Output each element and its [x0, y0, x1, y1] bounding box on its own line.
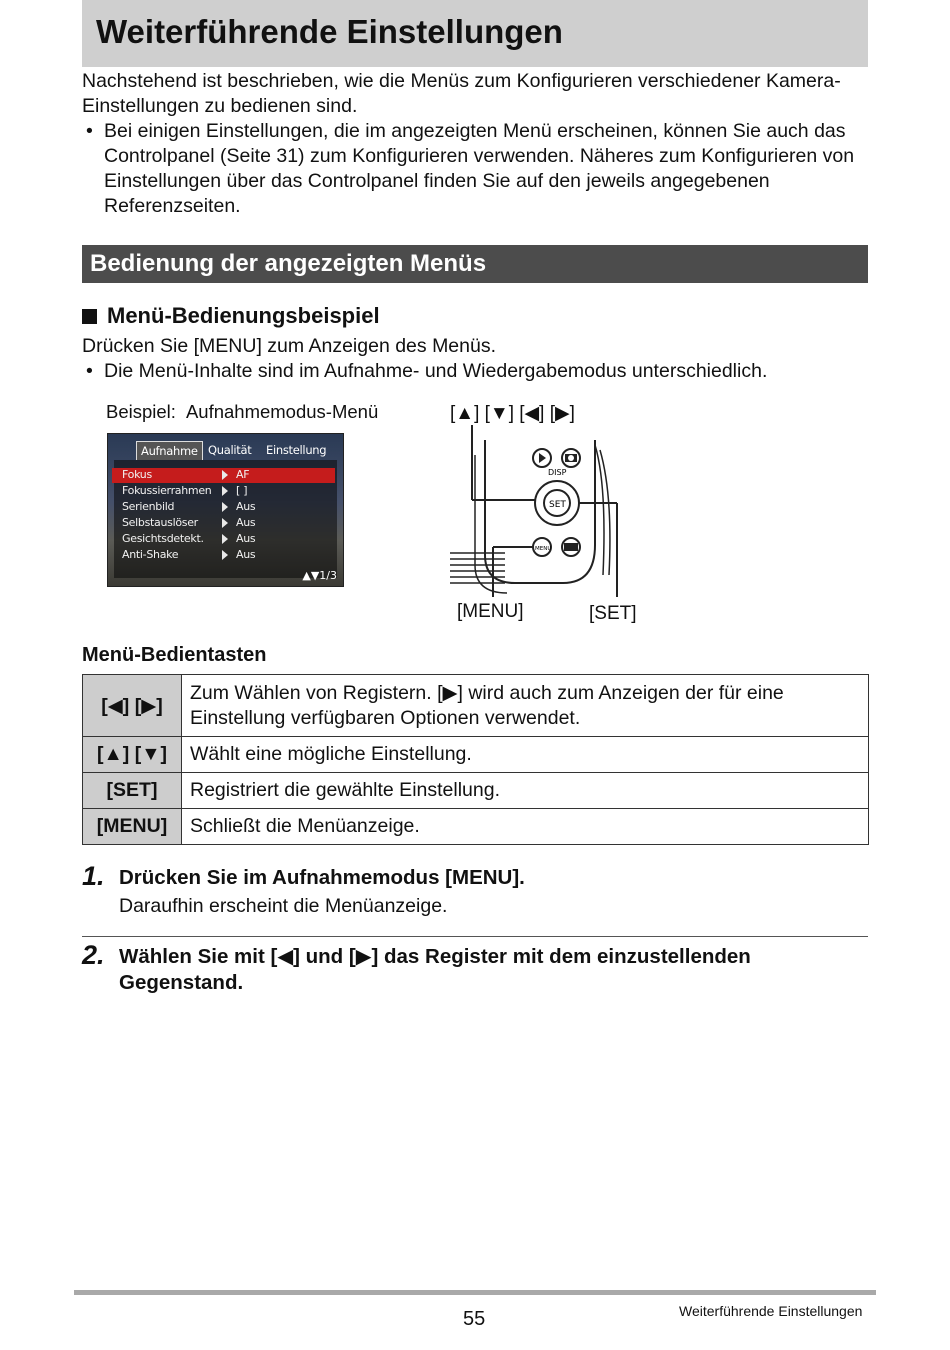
footer-rule [74, 1290, 876, 1295]
camera-menu-row [112, 548, 335, 563]
camera-tab-einstellung: Einstellung [266, 443, 327, 457]
step-2-text: Wählen Sie mit [◀] und [▶] das Register mit dem einzustellenden Gegenstand. [119, 945, 751, 994]
camera-row-label: Anti-Shake [122, 548, 179, 561]
set-label: SET [549, 500, 566, 510]
step-1-subtext: Daraufhin erscheint die Menüanzeige. [119, 895, 448, 917]
table-row [83, 809, 869, 845]
camera-row-value: AF [236, 468, 250, 481]
right-arrow-icon [222, 470, 228, 480]
camera-menu-tabs [132, 441, 335, 459]
key-up-down: [▲] [▼] [97, 743, 167, 765]
step-1-number: 1. [82, 861, 105, 891]
intro-bullet: • Bei einigen Einstellungen, die im angezeigten Menü erscheinen, können Sie auch das Controlpanel (Seite 31) zum Konfigurieren verwenden. Näheres zum Konfigurieren von Einstellungen über das Controlpanel finden Sie auf den jeweils angegebenen Referenzseiten. [82, 119, 872, 219]
camera-row-value: Aus [236, 548, 256, 561]
right-arrow-icon [222, 550, 228, 560]
camera-menu-row [112, 468, 335, 483]
camera-back-illustration [445, 425, 625, 600]
step-divider [82, 936, 868, 937]
page-title-bar [82, 0, 868, 67]
key-cell: [MENU] [83, 809, 182, 845]
menu-label: MENU [535, 546, 552, 552]
camera-row-label: Serienbild [122, 500, 175, 513]
camera-tab-aufnahme: Aufnahme [136, 441, 203, 460]
key-cell: [SET] [83, 773, 182, 809]
key-left-right: [◀] [▶] [101, 694, 163, 717]
disp-label: DISP [548, 468, 567, 477]
desc-cell: Registriert die gewählte Einstellung. [182, 773, 869, 809]
desc-cell: Schließt die Menüanzeige. [182, 809, 869, 845]
camera-row-label: Fokus [122, 468, 152, 481]
example-caption: Aufnahmemodus-Menü [185, 401, 379, 422]
right-arrow-icon [222, 518, 228, 528]
subheading [82, 303, 380, 329]
page-title: Weiterführende Einstellungen [96, 13, 563, 50]
section-header-bar [82, 245, 868, 283]
camera-menu-screenshot [107, 433, 344, 587]
step-1-text: Drücken Sie im Aufnahmemodus [MENU]. [119, 866, 525, 889]
camera-row-label: Selbstauslöser [122, 516, 198, 529]
camera-row-value: Aus [236, 532, 256, 545]
section-text: Drücken Sie [MENU] zum Anzeigen des Menüs. [82, 335, 497, 357]
camera-row-value: Aus [236, 516, 256, 529]
desc-cell: Wählt eine mögliche Einstellung. [182, 737, 869, 773]
right-arrow-icon [222, 486, 228, 496]
key-cell [83, 675, 182, 737]
set-button-label: [SET] [589, 603, 637, 624]
section-title: Bedienung der angezeigten Menüs [90, 250, 487, 277]
section-text-block [82, 334, 872, 384]
camera-row-label: Fokussierrahmen [122, 484, 212, 497]
example-label-row [106, 401, 378, 423]
intro-text: Nachstehend ist beschrieben, wie die Menüs zum Konfigurieren verschiedener Kamera-Einstellungen zu bedienen sind. [82, 70, 841, 117]
footer-label: Weiterführende Einstellungen [679, 1303, 863, 1319]
keys-table-title: Menü-Bedientasten [82, 644, 267, 666]
table-row [83, 773, 869, 809]
table-row [83, 675, 869, 737]
table-row [83, 737, 869, 773]
camera-page-indicator: ▲▼1/3 [302, 569, 337, 582]
camera-menu-row [112, 516, 335, 531]
square-bullet-icon [82, 309, 97, 324]
desc-cell: Zum Wählen von Registern. [▶] wird auch zum Anzeigen der für eine Einstellung verfügbaren Optionen verwendet. [182, 675, 869, 737]
keys-table [82, 674, 869, 845]
camera-menu-row [112, 500, 335, 515]
camera-menu-row [112, 532, 335, 547]
page-number: 55 [463, 1308, 486, 1330]
arrow-buttons-label: [▲] [▼] [◀] [▶] [450, 403, 575, 424]
camera-tab-qualitaet: Qualität [208, 443, 252, 457]
key-cell [83, 737, 182, 773]
subheading-text: Menü-Bedienungsbeispiel [107, 303, 380, 328]
intro-block [82, 69, 872, 219]
camera-row-label: Gesichtsdetekt. [122, 532, 204, 545]
step-2-number: 2. [82, 940, 105, 970]
right-arrow-icon [222, 534, 228, 544]
example-label: Beispiel: [106, 401, 176, 422]
camera-menu-row [112, 484, 335, 499]
camera-row-value: [ ] [236, 484, 248, 497]
camera-row-value: Aus [236, 500, 256, 513]
right-arrow-icon [222, 502, 228, 512]
menu-button-label: [MENU] [457, 601, 524, 622]
section-bullet: • Die Menü-Inhalte sind im Aufnahme- und Wiedergabemodus unterschiedlich. [82, 359, 872, 384]
